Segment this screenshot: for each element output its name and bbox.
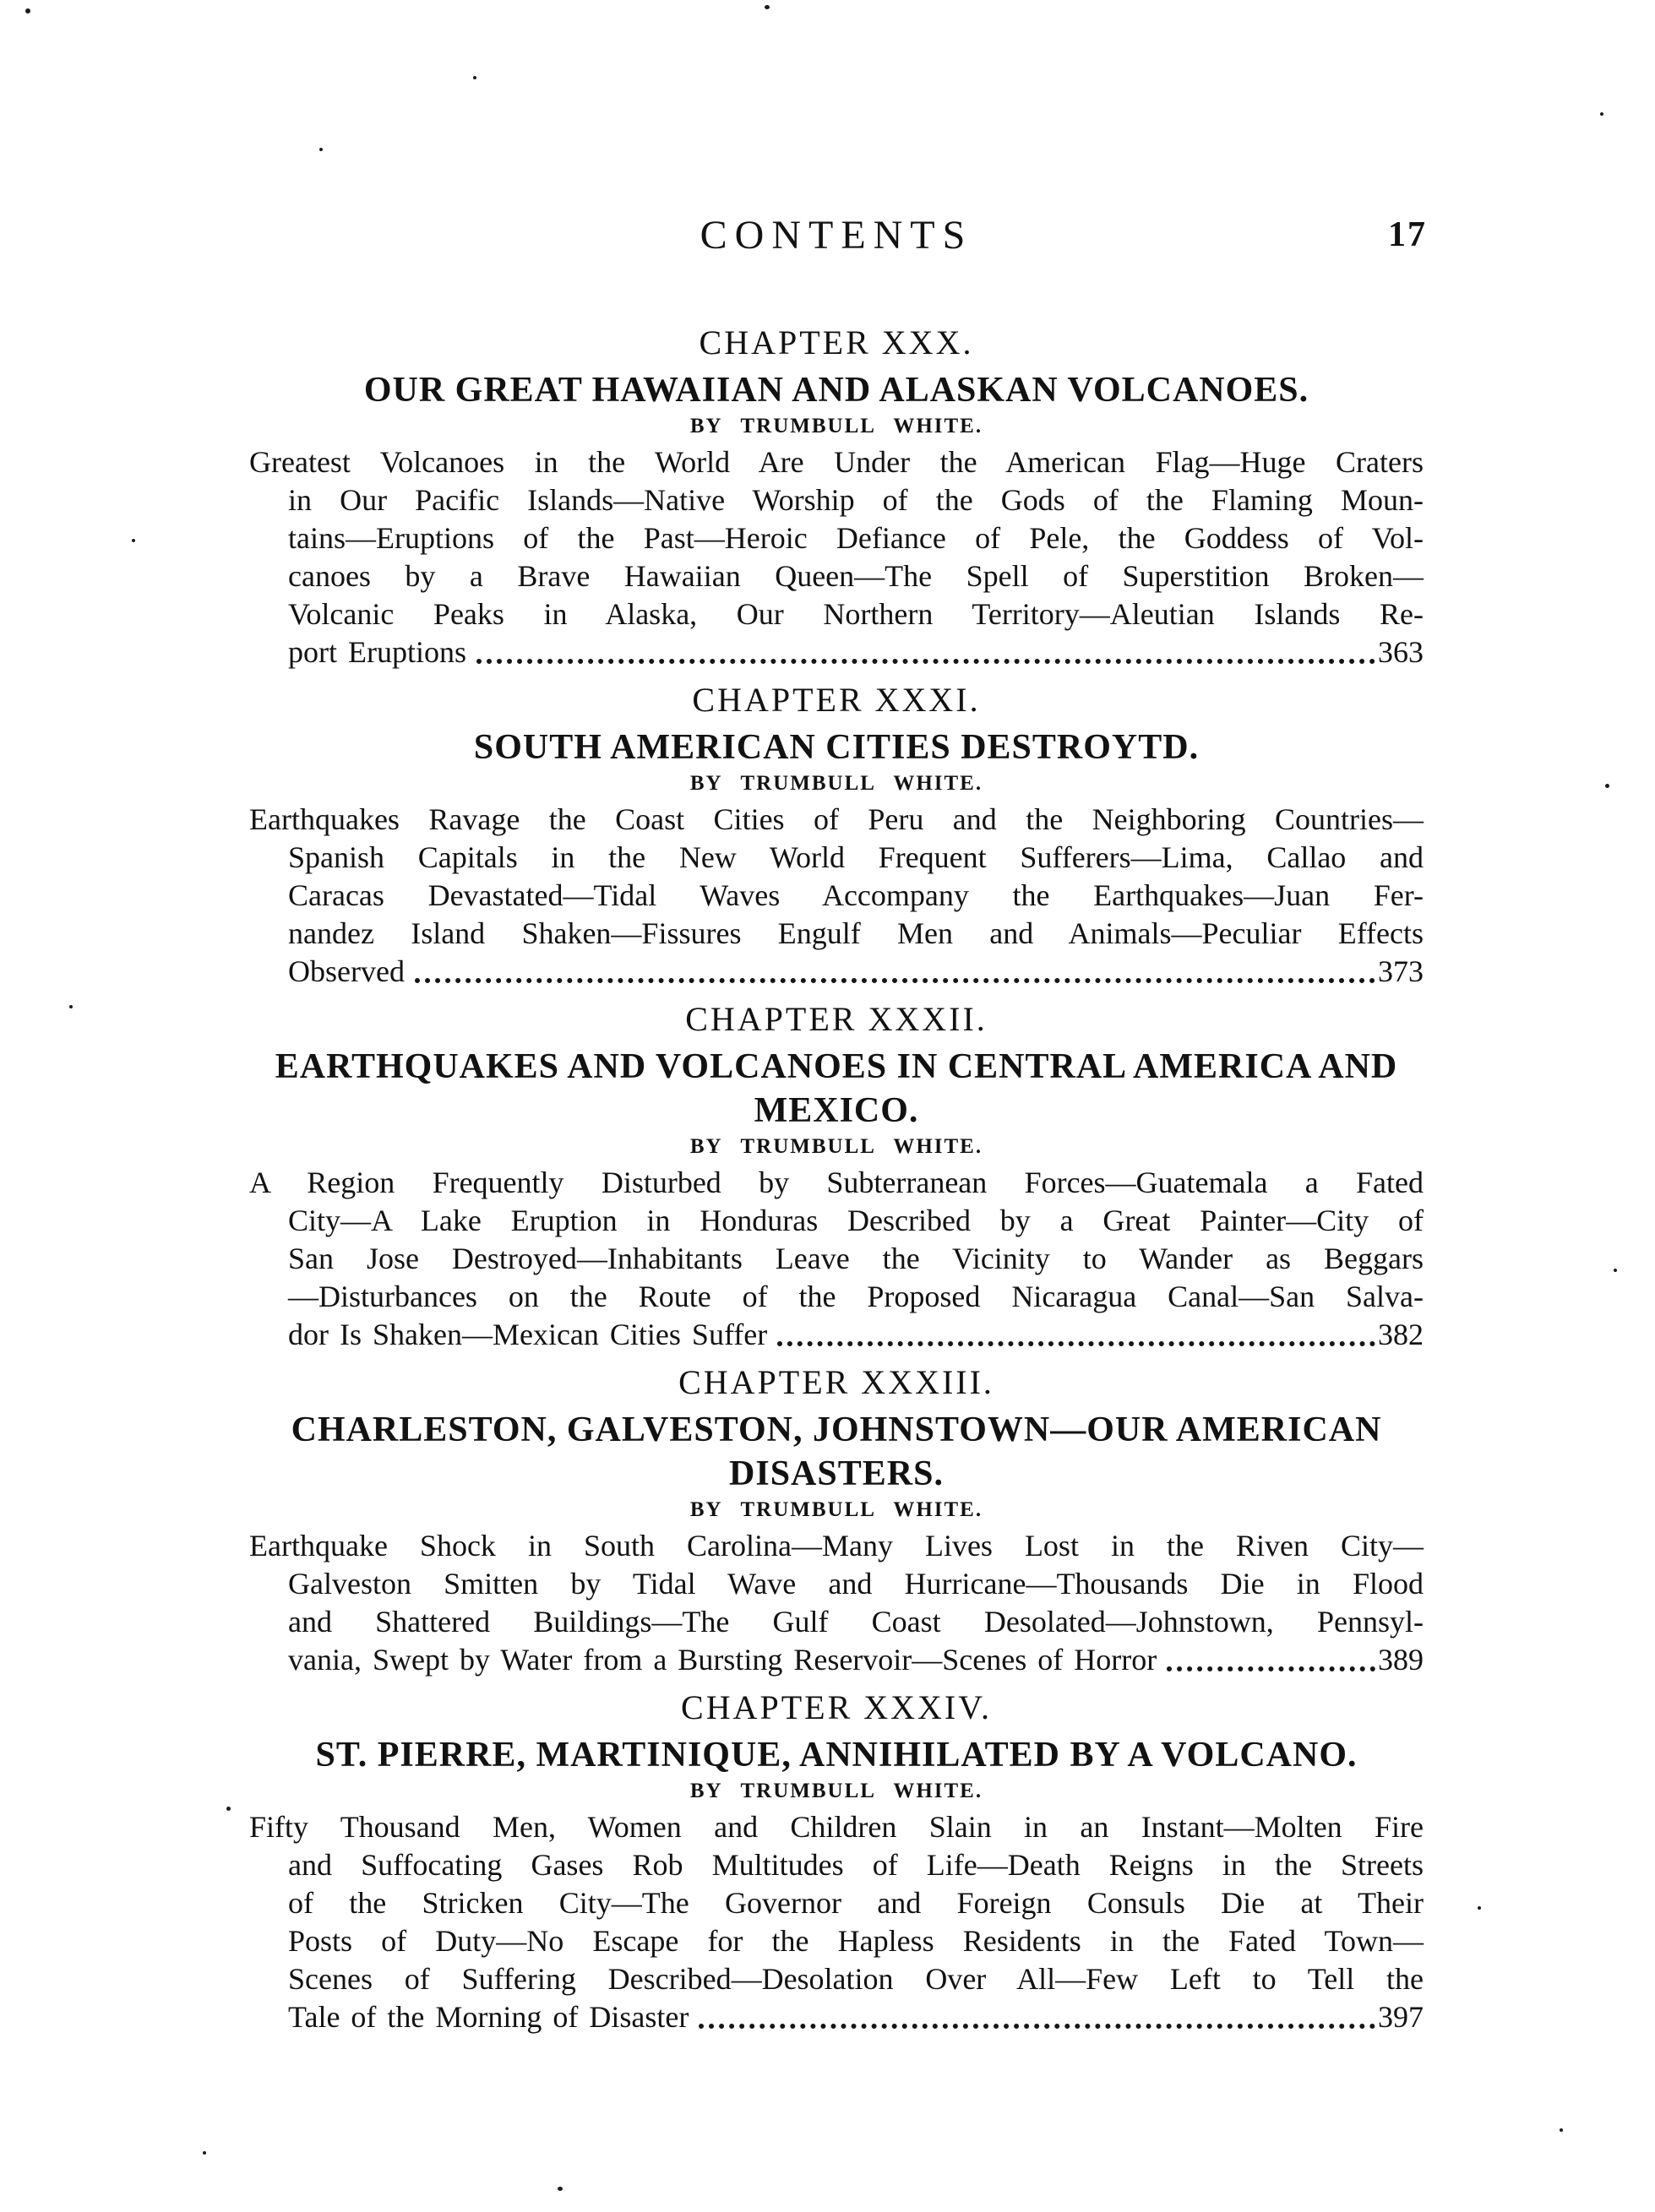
summary-line: Volcanic Peaks in Alaska, Our Northern Territory—Aleutian Islands Re- [288,597,1424,631]
chapter-entry-xxxiii [249,1362,1424,1679]
chapter-entry-xxxii [249,999,1424,1354]
scan-speck [226,1807,231,1811]
chapter-heading: CHAPTER XXXI. [692,681,981,719]
summary-line: Earthquake Shock in South Carolina—Many Lives Lost in the Riven City— [249,1529,1424,1563]
chapter-byline: BY TRUMBULL WHITE. [689,1780,983,1802]
scan-speck [203,2151,206,2155]
scan-speck [558,2187,563,2191]
summary-last-line [249,953,1424,991]
summary-line-text: vania, Swept by Water from a Bursting Reservoir—Scenes of Horror [288,1643,1157,1677]
chapter-byline: BY TRUMBULL WHITE. [689,1135,983,1158]
page-reference: 397 [1378,2000,1424,2034]
text-block [249,211,1427,2045]
summary-line: City—A Lake Eruption in Honduras Described by a Great Painter—City of [288,1204,1424,1237]
chapter-title: EARTHQUAKES AND VOLCANOES IN CENTRAL AMERICA AND MEXICO. [275,1047,1398,1130]
summary-line: and Suffocating Gases Rob Multitudes of Life—Death Reigns in the Streets [288,1848,1424,1882]
summary-line: Earthquakes Ravage the Coast Cities of Peru and the Neighboring Countries— [249,802,1424,836]
page-reference: 382 [1378,1318,1424,1351]
chapter-title: SOUTH AMERICAN CITIES DESTROYTD. [473,728,1200,767]
summary-line: and Shattered Buildings—The Gulf Coast Desolated—Johnstown, Pennsyl- [288,1605,1424,1639]
scan-speck [319,148,323,151]
chapter-heading: CHAPTER XXXIII. [678,1363,994,1401]
summary-line: Posts of Duty—No Escape for the Hapless Residents in the Fated Town— [288,1924,1424,1958]
summary-line-text: Observed [288,954,405,988]
summary-line: Fifty Thousand Men, Women and Children Slain in an Instant—Molten Fire [249,1810,1424,1844]
scan-speck [1614,1269,1617,1272]
summary-line-text: port Eruptions [288,635,466,669]
summary-line: Caracas Devastated—Tidal Waves Accompany the Earthquakes—Juan Fer- [288,878,1424,912]
chapter-title: CHARLESTON, GALVESTON, JOHNSTOWN—OUR AMERICAN DISASTERS. [291,1410,1382,1493]
chapter-entry-xxxiv [249,1688,1424,2036]
chapter-title: OUR GREAT HAWAIIAN AND ALASKAN VOLCANOES. [363,371,1309,410]
folio-page-number: 17 [1388,215,1427,254]
chapter-summary [249,1164,1424,1354]
chapter-heading: CHAPTER XXX. [699,323,974,361]
chapter-heading: CHAPTER XXXII. [685,1000,988,1038]
dot-leader [1167,1666,1375,1671]
summary-line: Greatest Volcanoes in the World Are Under the American Flag—Huge Craters [249,445,1424,479]
contents-heading: CONTENTS [700,213,973,258]
summary-line: canoes by a Brave Hawaiian Queen—The Spell of Superstition Broken— [288,559,1424,593]
scan-speck [1478,1906,1481,1910]
summary-last-line [249,1641,1424,1679]
summary-line: of the Stricken City—The Governor and Foreign Consuls Die at Their [288,1886,1424,1920]
summary-line: A Region Frequently Disturbed by Subterranean Forces—Guatemala a Fated [249,1166,1424,1199]
summary-line-text: Tale of the Morning of Disaster [288,2000,689,2034]
summary-line-text: dor Is Shaken—Mexican Cities Suffer [288,1318,768,1351]
chapter-byline: BY TRUMBULL WHITE. [689,772,983,795]
scan-speck [69,1005,73,1008]
scan-speck [765,5,770,9]
summary-line: San Jose Destroyed—Inhabitants Leave the Vicinity to Wander as Beggars [288,1242,1424,1275]
chapter-heading: CHAPTER XXXIV. [681,1688,992,1726]
page-reference: 389 [1378,1643,1424,1677]
chapter-title: ST. PIERRE, MARTINIQUE, ANNIHILATED BY A VOLCANO. [315,1736,1358,1774]
summary-line: tains—Eruptions of the Past—Heroic Defiance of Pele, the Goddess of Vol- [288,521,1424,555]
chapter-summary [249,801,1424,991]
page-reference: 363 [1378,635,1424,669]
dot-leader [777,1341,1375,1346]
chapter-entry-xxxi [249,680,1424,991]
summary-line: —Disturbances on the Route of the Proposed Nicaragua Canal—San Salva- [288,1280,1424,1313]
chapter-summary [249,1808,1424,2036]
chapter-byline: BY TRUMBULL WHITE. [689,415,983,438]
scan-speck [473,76,476,79]
summary-line: nandez Island Shaken—Fissures Engulf Men and Animals—Peculiar Effects [288,916,1424,950]
summary-line: Scenes of Suffering Described—Desolation Over All—Few Left to Tell the [288,1962,1424,1996]
chapter-summary [249,443,1424,671]
dot-leader [415,978,1375,983]
dot-leader [699,2024,1375,2029]
scan-speck [25,8,30,14]
summary-line: Spanish Capitals in the New World Frequent Sufferers—Lima, Callao and [288,840,1424,874]
summary-last-line [249,633,1424,671]
summary-line: in Our Pacific Islands—Native Worship of the Gods of the Flaming Moun- [288,483,1424,517]
summary-last-line [249,1998,1424,2036]
page-reference: 373 [1378,954,1424,988]
scan-speck [1605,784,1609,788]
scan-speck [132,539,135,542]
chapter-summary [249,1527,1424,1679]
dot-leader [476,659,1375,664]
scan-speck [1600,112,1603,116]
page-header [249,211,1427,260]
summary-last-line [249,1316,1424,1354]
chapter-byline: BY TRUMBULL WHITE. [689,1498,983,1521]
summary-line: Galveston Smitten by Tidal Wave and Hurricane—Thousands Die in Flood [288,1567,1424,1601]
scan-speck [1560,2128,1563,2132]
chapter-entry-xxx [249,323,1424,671]
